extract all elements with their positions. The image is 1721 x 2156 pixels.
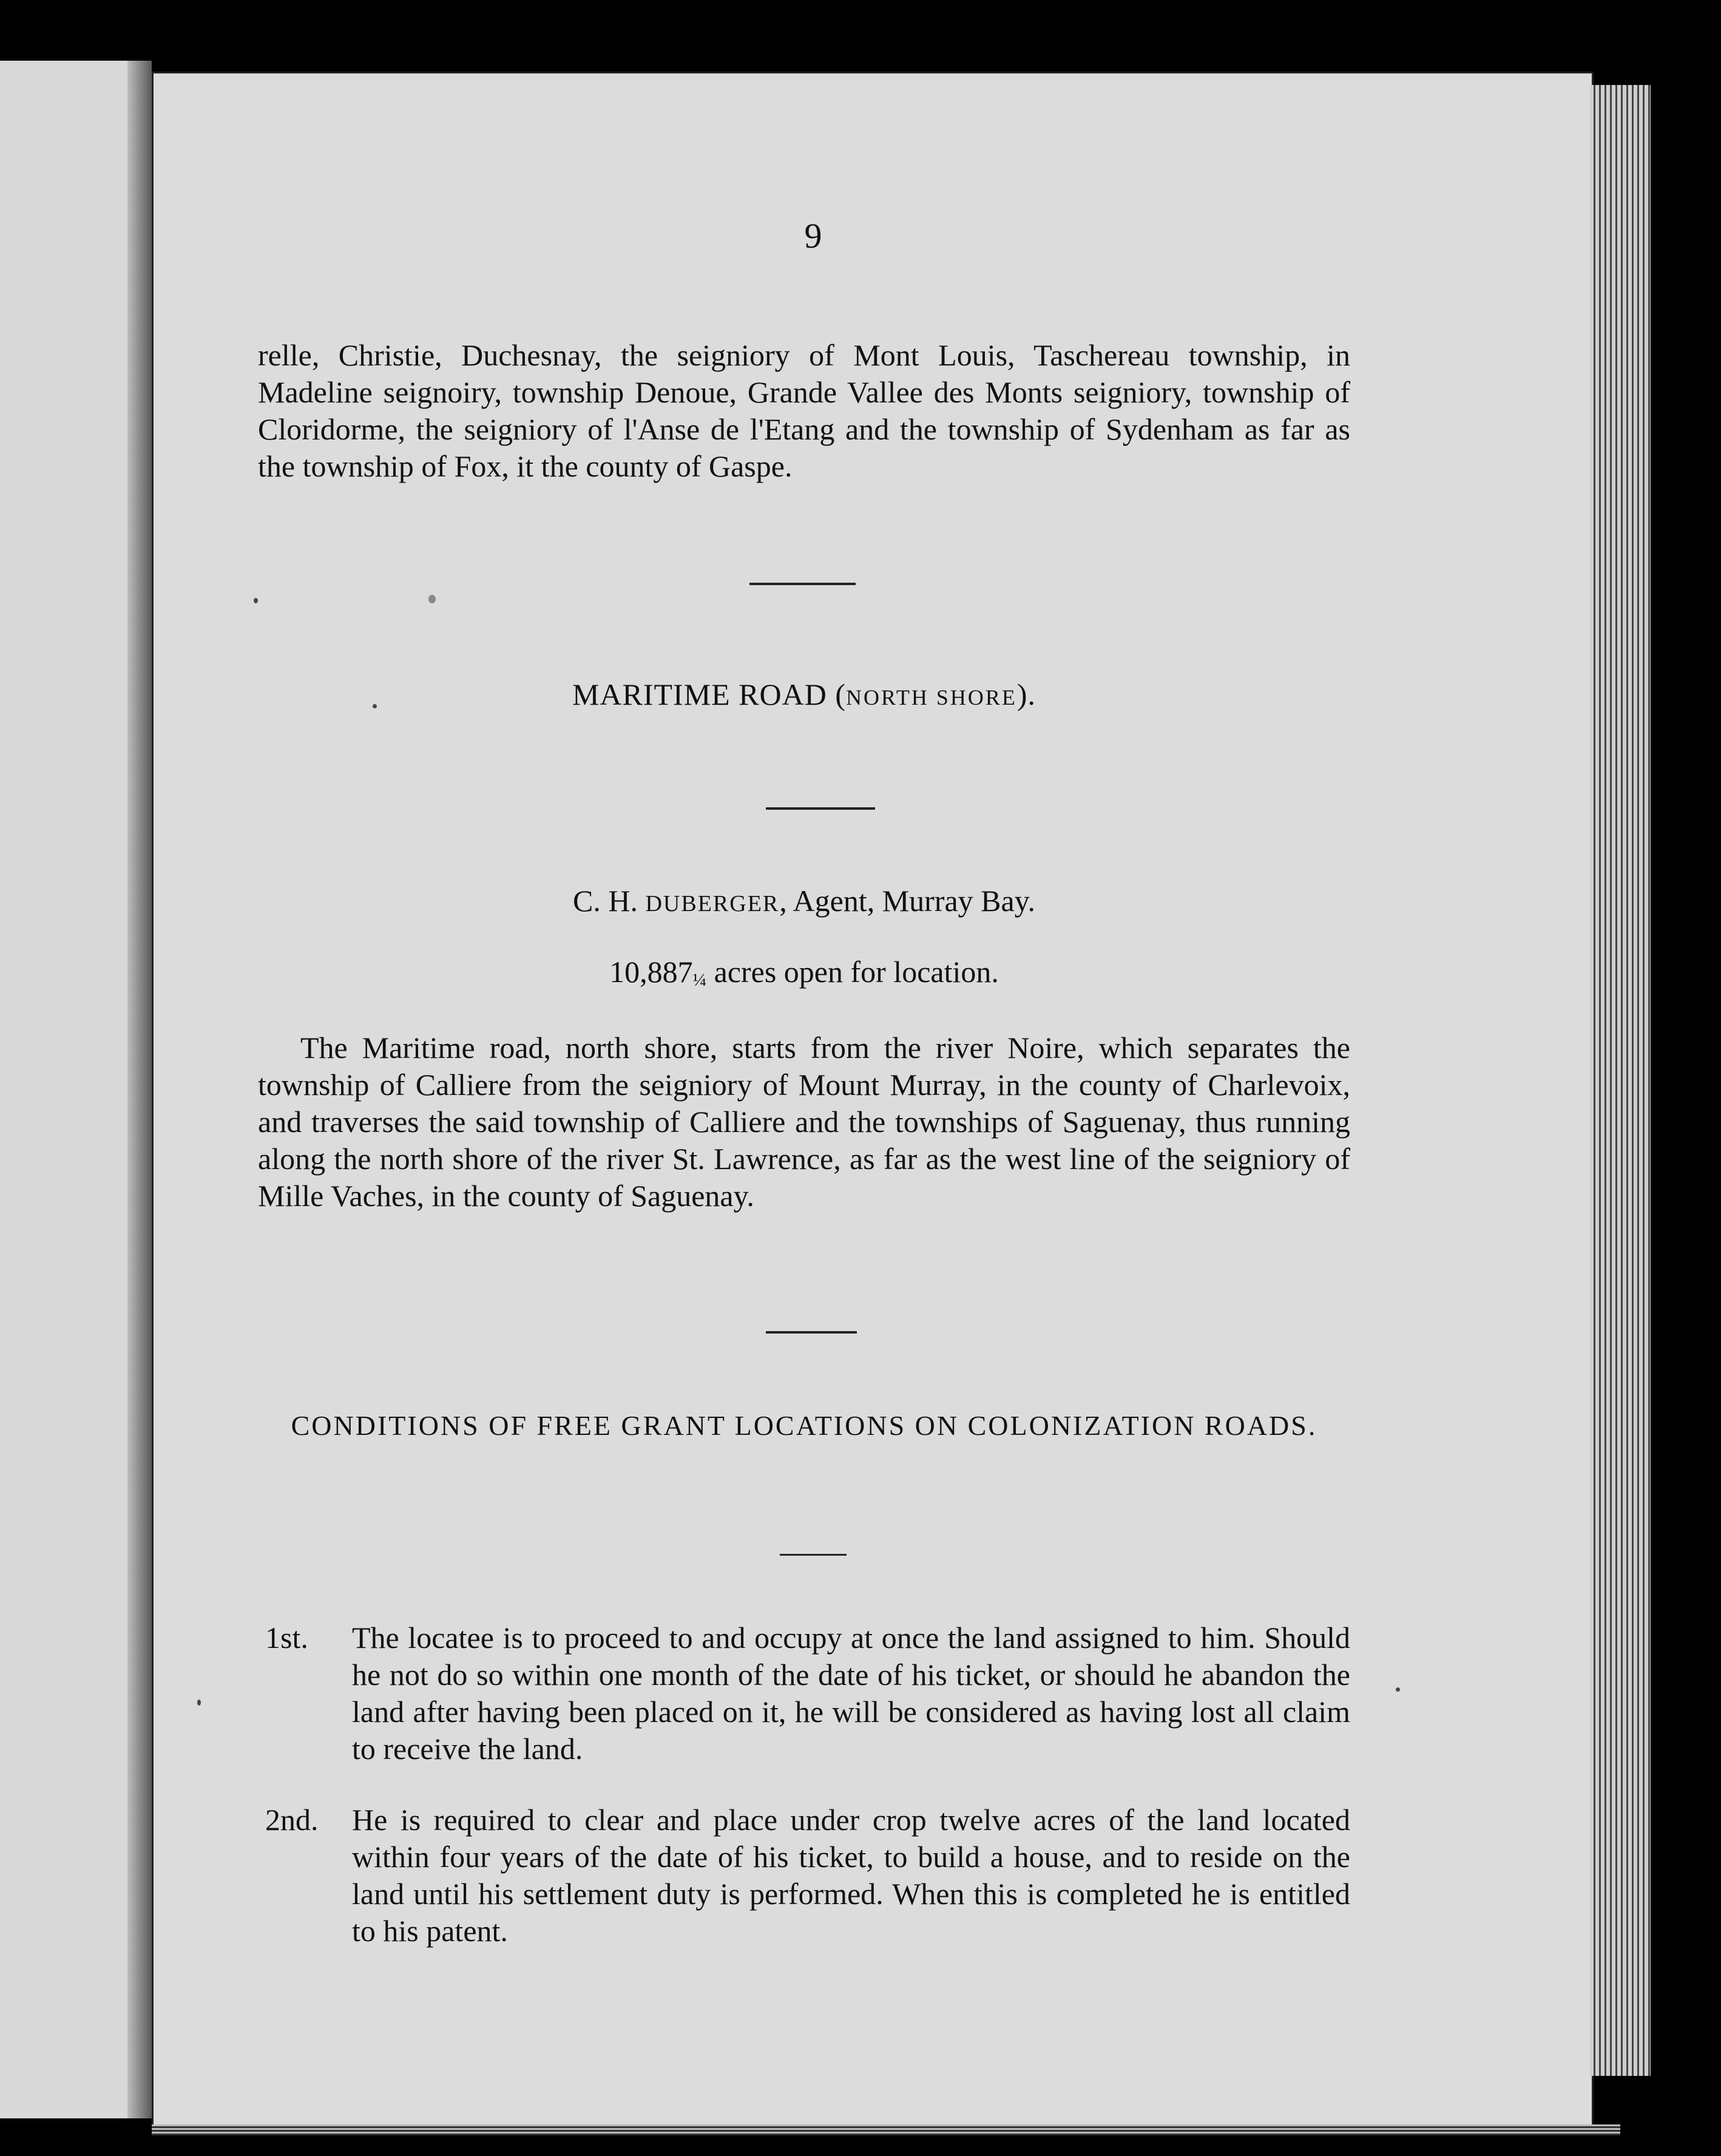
condition-item	[258, 1619, 1350, 1768]
scan-speck	[1396, 1687, 1400, 1692]
conditions-heading: CONDITIONS OF FREE GRANT LOCATIONS ON COLONIZATION ROADS.	[291, 1410, 1317, 1441]
gutter-shadow	[127, 61, 152, 2118]
scan-speck	[254, 598, 258, 603]
section-heading-end: ).	[1016, 677, 1036, 711]
condition-text: He is required to clear and place under crop twelve acres of the land located within four years of the date of his ticket, to build a house, and to reside on the land until his settlement duty is performed. When this is completed he is entitled to his patent.	[352, 1803, 1350, 1948]
page-number: 9	[804, 216, 822, 256]
section-divider	[780, 1554, 847, 1556]
condition-text: The locatee is to proceed to and occupy at once the land assigned to him. Should he not do so within one month of the date of his ticket, or should he abandon the land after having been placed on it, he will be considered as having lost all claim to receive the land.	[352, 1621, 1350, 1766]
condition-item	[258, 1802, 1350, 1950]
section-heading-main: MARITIME ROAD (	[572, 677, 847, 711]
acres-text: acres open for location.	[706, 955, 999, 989]
agent-surname: DUBERGER	[645, 891, 780, 917]
scan-speck	[428, 595, 436, 603]
page-stack-edges	[1590, 85, 1651, 2076]
section-heading	[258, 677, 1350, 712]
acres-line	[258, 954, 1350, 991]
section-divider	[766, 1331, 857, 1334]
description-paragraph: The Maritime road, north shore, starts from the river Noire, which separates the township of Calliere from the seigniory of Mount Murray, in the county of Charlevoix, and traverses the said township of Calliere and the townships of Saguenay, thus running along the north shore of the river St. Lawrence, as far as the west line of the seigniory of Mille Vaches, in the county of Saguenay.	[258, 1031, 1350, 1213]
agent-rest: , Agent, Murray Bay.	[779, 884, 1035, 918]
bottom-page-edge	[152, 2124, 1620, 2135]
condition-number: 2nd.	[265, 1803, 319, 1837]
condition-number: 1st.	[265, 1621, 308, 1655]
acres-number: 10,887	[609, 955, 693, 989]
section-divider	[766, 807, 875, 810]
scan-speck	[197, 1700, 201, 1706]
section-heading-small-caps: NORTH SHORE	[846, 685, 1017, 710]
agent-line	[258, 883, 1350, 918]
left-page-edge	[0, 61, 137, 2118]
section-divider	[749, 583, 856, 585]
agent-initials: C. H.	[573, 884, 638, 918]
acres-fraction: ¼	[692, 970, 707, 990]
opening-paragraph: relle, Christie, Duchesnay, the seigniory of Mont Louis, Taschereau township, in Madeline seignoiry, township Denoue, Grande Vallee des Monts seigniory, township of Cloridorme, the seigniory of l'Anse de l'Etang and the township of Sydenham as far as the township of Fox, it the county of Gaspe.	[258, 338, 1350, 483]
